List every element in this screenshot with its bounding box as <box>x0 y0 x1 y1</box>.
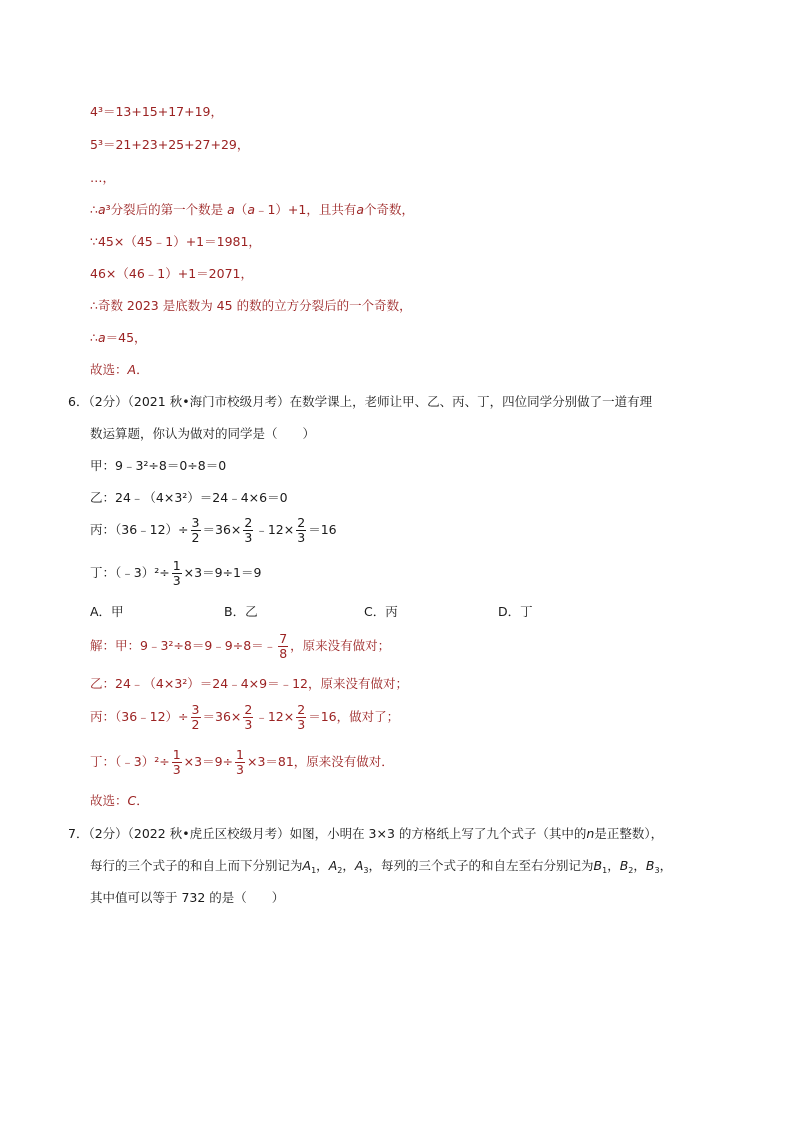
text: 丁：（﹣3）²÷ <box>90 754 170 769</box>
text: ³分裂后的第一个数是 <box>105 202 228 217</box>
answer-choice: A <box>127 362 137 377</box>
denominator: 3 <box>236 762 244 777</box>
subscript: 2 <box>628 866 634 875</box>
fraction <box>278 632 288 661</box>
solution-line: ∴奇数 2023 是底数为 45 的数的立方分裂后的一个奇数， <box>90 298 412 313</box>
solution-line: 4³＝13+15+17+19， <box>90 104 224 119</box>
text: ＝45， <box>105 330 147 345</box>
numerator: 2 <box>244 515 253 530</box>
answer-line <box>90 793 149 809</box>
numerator: 7 <box>279 631 288 646</box>
fraction <box>296 516 306 545</box>
solution-yi: 乙：24﹣（4×3²）＝24﹣4×9＝﹣12，原来没有做对； <box>90 676 408 691</box>
text: ，每列的三个式子的和自左至右分别记为 <box>368 858 594 873</box>
text: ＝36× <box>202 709 242 724</box>
text: ， <box>342 858 355 873</box>
statement-yi: 乙：24﹣（4×3²）＝24﹣4×6＝0 <box>90 490 288 505</box>
numerator: 1 <box>172 558 181 573</box>
option-c[interactable]: C．丙 <box>364 604 398 619</box>
text: ＝16 <box>308 522 337 537</box>
denominator: 3 <box>244 717 253 732</box>
statement-ding <box>90 556 261 590</box>
text: ． <box>136 793 149 808</box>
numerator: 3 <box>191 702 200 717</box>
text: ﹣1）+1，且共有 <box>254 202 357 217</box>
fraction <box>296 703 306 732</box>
text: 7．（2分）（2022 秋•虎丘区校级月考）如图，小明在 3×3 的方格纸上写了九个式子（其中的 <box>68 826 587 841</box>
text: 每行的三个式子的和自上而下分别记为 <box>90 858 303 873</box>
fraction <box>172 559 182 588</box>
denominator: 3 <box>244 530 253 545</box>
text: ＝16，做对了； <box>308 709 400 724</box>
therefore-symbol: ∴ <box>90 202 98 217</box>
text: 丁：（﹣3）²÷ <box>90 565 170 580</box>
fraction <box>243 516 253 545</box>
question-7-stem-cont <box>90 858 672 879</box>
var-B: B <box>619 858 629 873</box>
question-7-stem <box>68 826 663 842</box>
text: ×3＝9÷1＝9 <box>183 565 262 580</box>
denominator: 3 <box>297 530 306 545</box>
denominator: 3 <box>172 573 181 588</box>
statement-bing <box>90 513 337 547</box>
question-6-stem-cont: 数运算题，你认为做对的同学是（ ） <box>90 426 316 441</box>
text: ﹣12× <box>255 709 295 724</box>
fraction <box>191 703 201 732</box>
var-n: n <box>586 826 595 841</box>
answer-label: 故选： <box>90 362 128 377</box>
subscript: 1 <box>602 866 608 875</box>
numerator: 2 <box>297 702 306 717</box>
text: ，原来没有做对； <box>290 638 391 653</box>
subscript: 2 <box>337 866 343 875</box>
fraction <box>191 516 201 545</box>
numerator: 1 <box>172 747 181 762</box>
text: 丙：（36﹣12）÷ <box>90 522 189 537</box>
solution-line <box>90 202 414 218</box>
subscript: 3 <box>363 866 369 875</box>
fraction <box>172 748 182 777</box>
numerator: 2 <box>297 515 306 530</box>
var-A: A <box>302 858 312 873</box>
text: ， <box>607 858 620 873</box>
option-a[interactable]: A．甲 <box>90 604 124 619</box>
question-6-stem: 6．（2分）（2021 秋•海门市校级月考）在数学课上，老师让甲、乙、丙、丁，四位同学分别做了一道有理 <box>68 394 653 409</box>
text: ×3＝9÷ <box>183 754 234 769</box>
solution-line: 5³＝21+23+25+27+29， <box>90 137 250 152</box>
text: ＝36× <box>202 522 242 537</box>
var-a: a <box>247 202 255 217</box>
subscript: 1 <box>311 866 317 875</box>
answer-line <box>90 362 149 378</box>
denominator: 2 <box>191 530 200 545</box>
numerator: 2 <box>244 702 253 717</box>
therefore-symbol: ∴ <box>90 330 98 345</box>
text: ， <box>659 858 673 873</box>
solution-jia <box>90 629 390 663</box>
text: 个奇数， <box>364 202 415 217</box>
var-B: B <box>593 858 603 873</box>
var-A: A <box>328 858 338 873</box>
fraction <box>235 748 245 777</box>
numerator: 1 <box>236 747 244 762</box>
text: ﹣12× <box>255 522 295 537</box>
solution-bing <box>90 700 399 734</box>
denominator: 3 <box>297 717 306 732</box>
subscript: 3 <box>654 866 660 875</box>
text: ， <box>633 858 646 873</box>
var-a: a <box>97 330 106 345</box>
text: （ <box>234 202 248 217</box>
option-d[interactable]: D．丁 <box>498 604 533 619</box>
denominator: 2 <box>191 717 200 732</box>
var-B: B <box>645 858 655 873</box>
statement-jia: 甲：9﹣3²÷8＝0÷8＝0 <box>90 458 227 473</box>
answer-label: 故选： <box>90 793 128 808</box>
solution-line: …， <box>90 170 116 185</box>
option-b[interactable]: B．乙 <box>224 604 258 619</box>
solution-line <box>90 330 147 346</box>
denominator: 3 <box>172 762 181 777</box>
text: 丙：（36﹣12）÷ <box>90 709 189 724</box>
question-7-stem-end: 其中值可以等于 732 的是（ ） <box>90 890 285 905</box>
answer-choice: C <box>127 793 137 808</box>
var-a: a <box>356 202 365 217</box>
solution-line: 46×（46﹣1）+1＝2071， <box>90 266 253 281</box>
fraction <box>243 703 253 732</box>
text: ． <box>136 362 149 377</box>
solution-line: ∵45×（45﹣1）+1＝1981， <box>90 234 261 249</box>
var-A: A <box>354 858 364 873</box>
text: 是正整数）， <box>594 826 664 841</box>
numerator: 3 <box>191 515 200 530</box>
var-a: a <box>227 202 235 217</box>
text: ×3＝81，原来没有做对． <box>246 754 394 769</box>
var-a: a <box>97 202 106 217</box>
text: ， <box>316 858 329 873</box>
denominator: 8 <box>279 646 288 661</box>
solution-ding <box>90 745 394 779</box>
text: 解：甲：9﹣3²÷8＝9﹣9÷8＝﹣ <box>90 638 277 653</box>
